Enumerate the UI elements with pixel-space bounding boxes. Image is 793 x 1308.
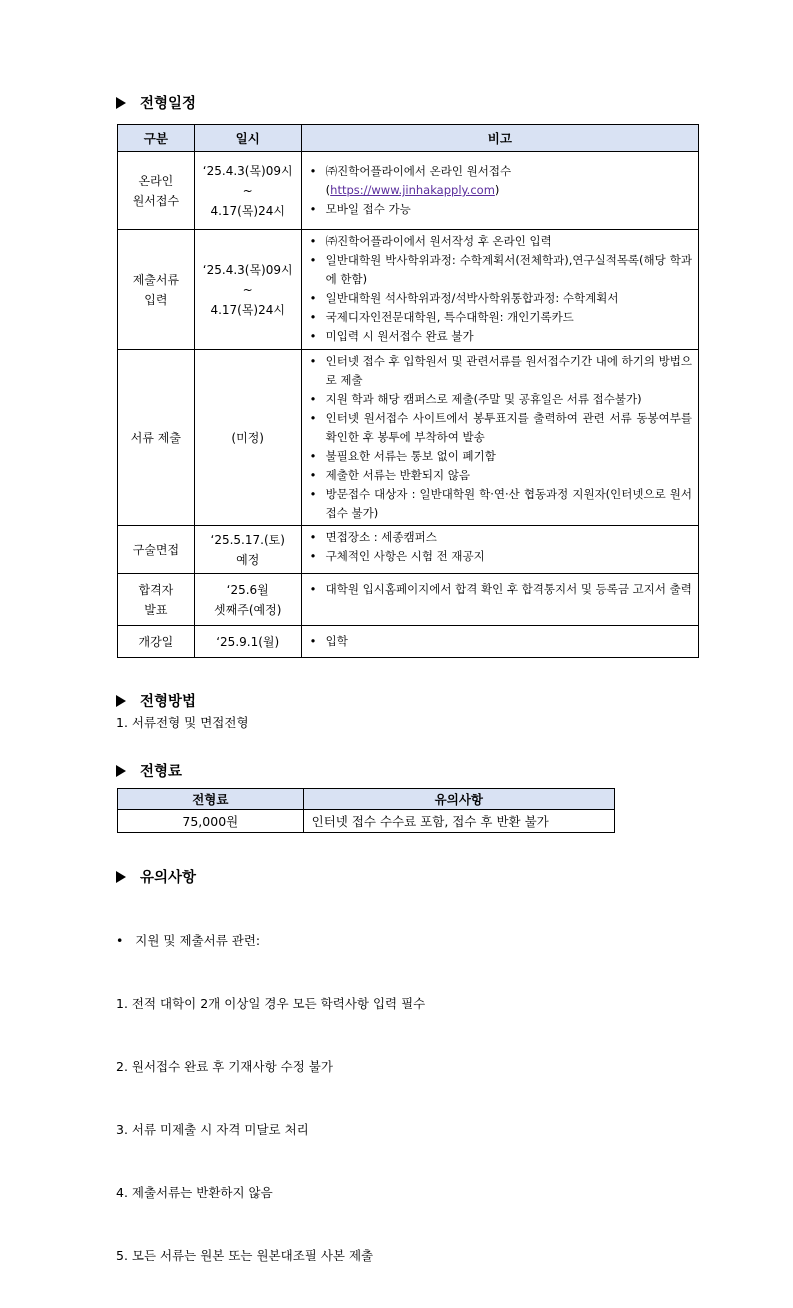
row-notes [301, 526, 698, 574]
note-item: • 인터넷 원서접수 사이트에서 봉투표지를 출력하여 관련 서류 동봉여부를 확인한 후 봉투에 부착하여 발송 [310, 409, 692, 447]
row-notes [301, 152, 698, 230]
note-item: • 인터넷 접수 후 입학원서 및 관련서류를 원서접수기간 내에 하기의 방법으로 제출 [310, 352, 692, 390]
table-header-row [118, 789, 615, 810]
row-category: 서류 제출 [118, 350, 195, 526]
section-title-cautions: 유의사항 [116, 866, 196, 887]
row-date: ‘25.6월 셋째주(예정) [194, 574, 301, 626]
method-text: 1. 서류전형 및 면접전형 [116, 715, 249, 730]
jinhakapply-link[interactable]: https://www.jinhakapply.com [330, 183, 495, 197]
note-item: • 지원 학과 해당 캠퍼스로 제출(주말 및 공휴일은 서류 접수불가) [310, 390, 692, 409]
note-item: • 일반대학원 석사학위과정/석박사학위통합과정: 수학계획서 [310, 289, 692, 308]
triangle-bullet-icon [116, 871, 126, 883]
row-date: ‘25.9.1(월) [194, 626, 301, 658]
list-item: 4. 제출서류는 반환하지 않음 [116, 1185, 273, 1200]
cautions-list [116, 888, 425, 1308]
note-item: • ㈜진학어플라이에서 온라인 원서접수 (https://www.jinhakapply.com) [310, 162, 692, 200]
list-item: 1. 전적 대학이 2개 이상일 경우 모든 학력사항 입력 필수 [116, 996, 426, 1011]
row-category: 온라인 원서접수 [118, 152, 195, 230]
header-fee: 전형료 [118, 789, 304, 810]
note-item: • 방문접수 대상자 : 일반대학원 학·연·산 협동과정 지원자(인터넷으로 원서접수 불가) [310, 485, 692, 523]
table-row [118, 574, 699, 626]
section-title-schedule: 전형일정 [116, 92, 196, 113]
note-item: • 입학 [310, 632, 692, 651]
header-category: 구분 [118, 125, 195, 152]
row-date: ‘25.4.3(목)09시 ~ 4.17(목)24시 [194, 230, 301, 350]
note-item: • 국제디자인전문대학원, 특수대학원: 개인기록카드 [310, 308, 692, 327]
header-fee-note: 유의사항 [303, 789, 614, 810]
row-category: 구술면접 [118, 526, 195, 574]
note-item: • 제출한 서류는 반환되지 않음 [310, 466, 692, 485]
note-item: • 대학원 입시홈페이지에서 합격 확인 후 합격통지서 및 등록금 고지서 출력 [310, 580, 692, 599]
row-date: ‘25.5.17.(토) 예정 [194, 526, 301, 574]
note-item: • 일반대학원 박사학위과정: 수학계획서(전체학과),연구실적목록(해당 학과에 한함) [310, 251, 692, 289]
header-date: 일시 [194, 125, 301, 152]
section-title-fee: 전형료 [116, 760, 182, 781]
note-item: • 모바일 접수 가능 [310, 200, 692, 219]
triangle-bullet-icon [116, 695, 126, 707]
row-notes [301, 230, 698, 350]
table-row [118, 626, 699, 658]
table-row [118, 152, 699, 230]
row-category: 개강일 [118, 626, 195, 658]
row-date: ‘25.4.3(목)09시 ~ 4.17(목)24시 [194, 152, 301, 230]
schedule-table [117, 124, 699, 658]
table-row [118, 526, 699, 574]
row-notes [301, 574, 698, 626]
cautions-bullet: • 지원 및 제출서류 관련: [116, 933, 261, 948]
list-item: 2. 원서접수 완료 후 기재사항 수정 불가 [116, 1059, 333, 1074]
row-notes [301, 350, 698, 526]
row-category: 제출서류 입력 [118, 230, 195, 350]
triangle-bullet-icon [116, 765, 126, 777]
fee-note: 인터넷 접수 수수료 포함, 접수 후 반환 불가 [303, 810, 614, 833]
triangle-bullet-icon [116, 97, 126, 109]
list-item: 5. 모든 서류는 원본 또는 원본대조필 사본 제출 [116, 1248, 374, 1263]
list-item: 3. 서류 미제출 시 자격 미달로 처리 [116, 1122, 309, 1137]
table-row [118, 230, 699, 350]
fee-amount: 75,000원 [118, 810, 304, 833]
table-row [118, 350, 699, 526]
note-item: • 미입력 시 원서접수 완료 불가 [310, 327, 692, 346]
row-date: (미정) [194, 350, 301, 526]
table-row [118, 810, 615, 833]
row-notes [301, 626, 698, 658]
fee-table [117, 788, 615, 833]
table-header-row [118, 125, 699, 152]
note-item: • 불필요한 서류는 통보 없이 폐기함 [310, 447, 692, 466]
row-category: 합격자 발표 [118, 574, 195, 626]
note-item: • ㈜진학어플라이에서 원서작성 후 온라인 입력 [310, 232, 692, 251]
section-title-method: 전형방법 [116, 690, 196, 711]
note-item: • 구체적인 사항은 시험 전 재공지 [310, 547, 692, 566]
note-item: • 면접장소 : 세종캠퍼스 [310, 528, 692, 547]
header-notes: 비고 [301, 125, 698, 152]
